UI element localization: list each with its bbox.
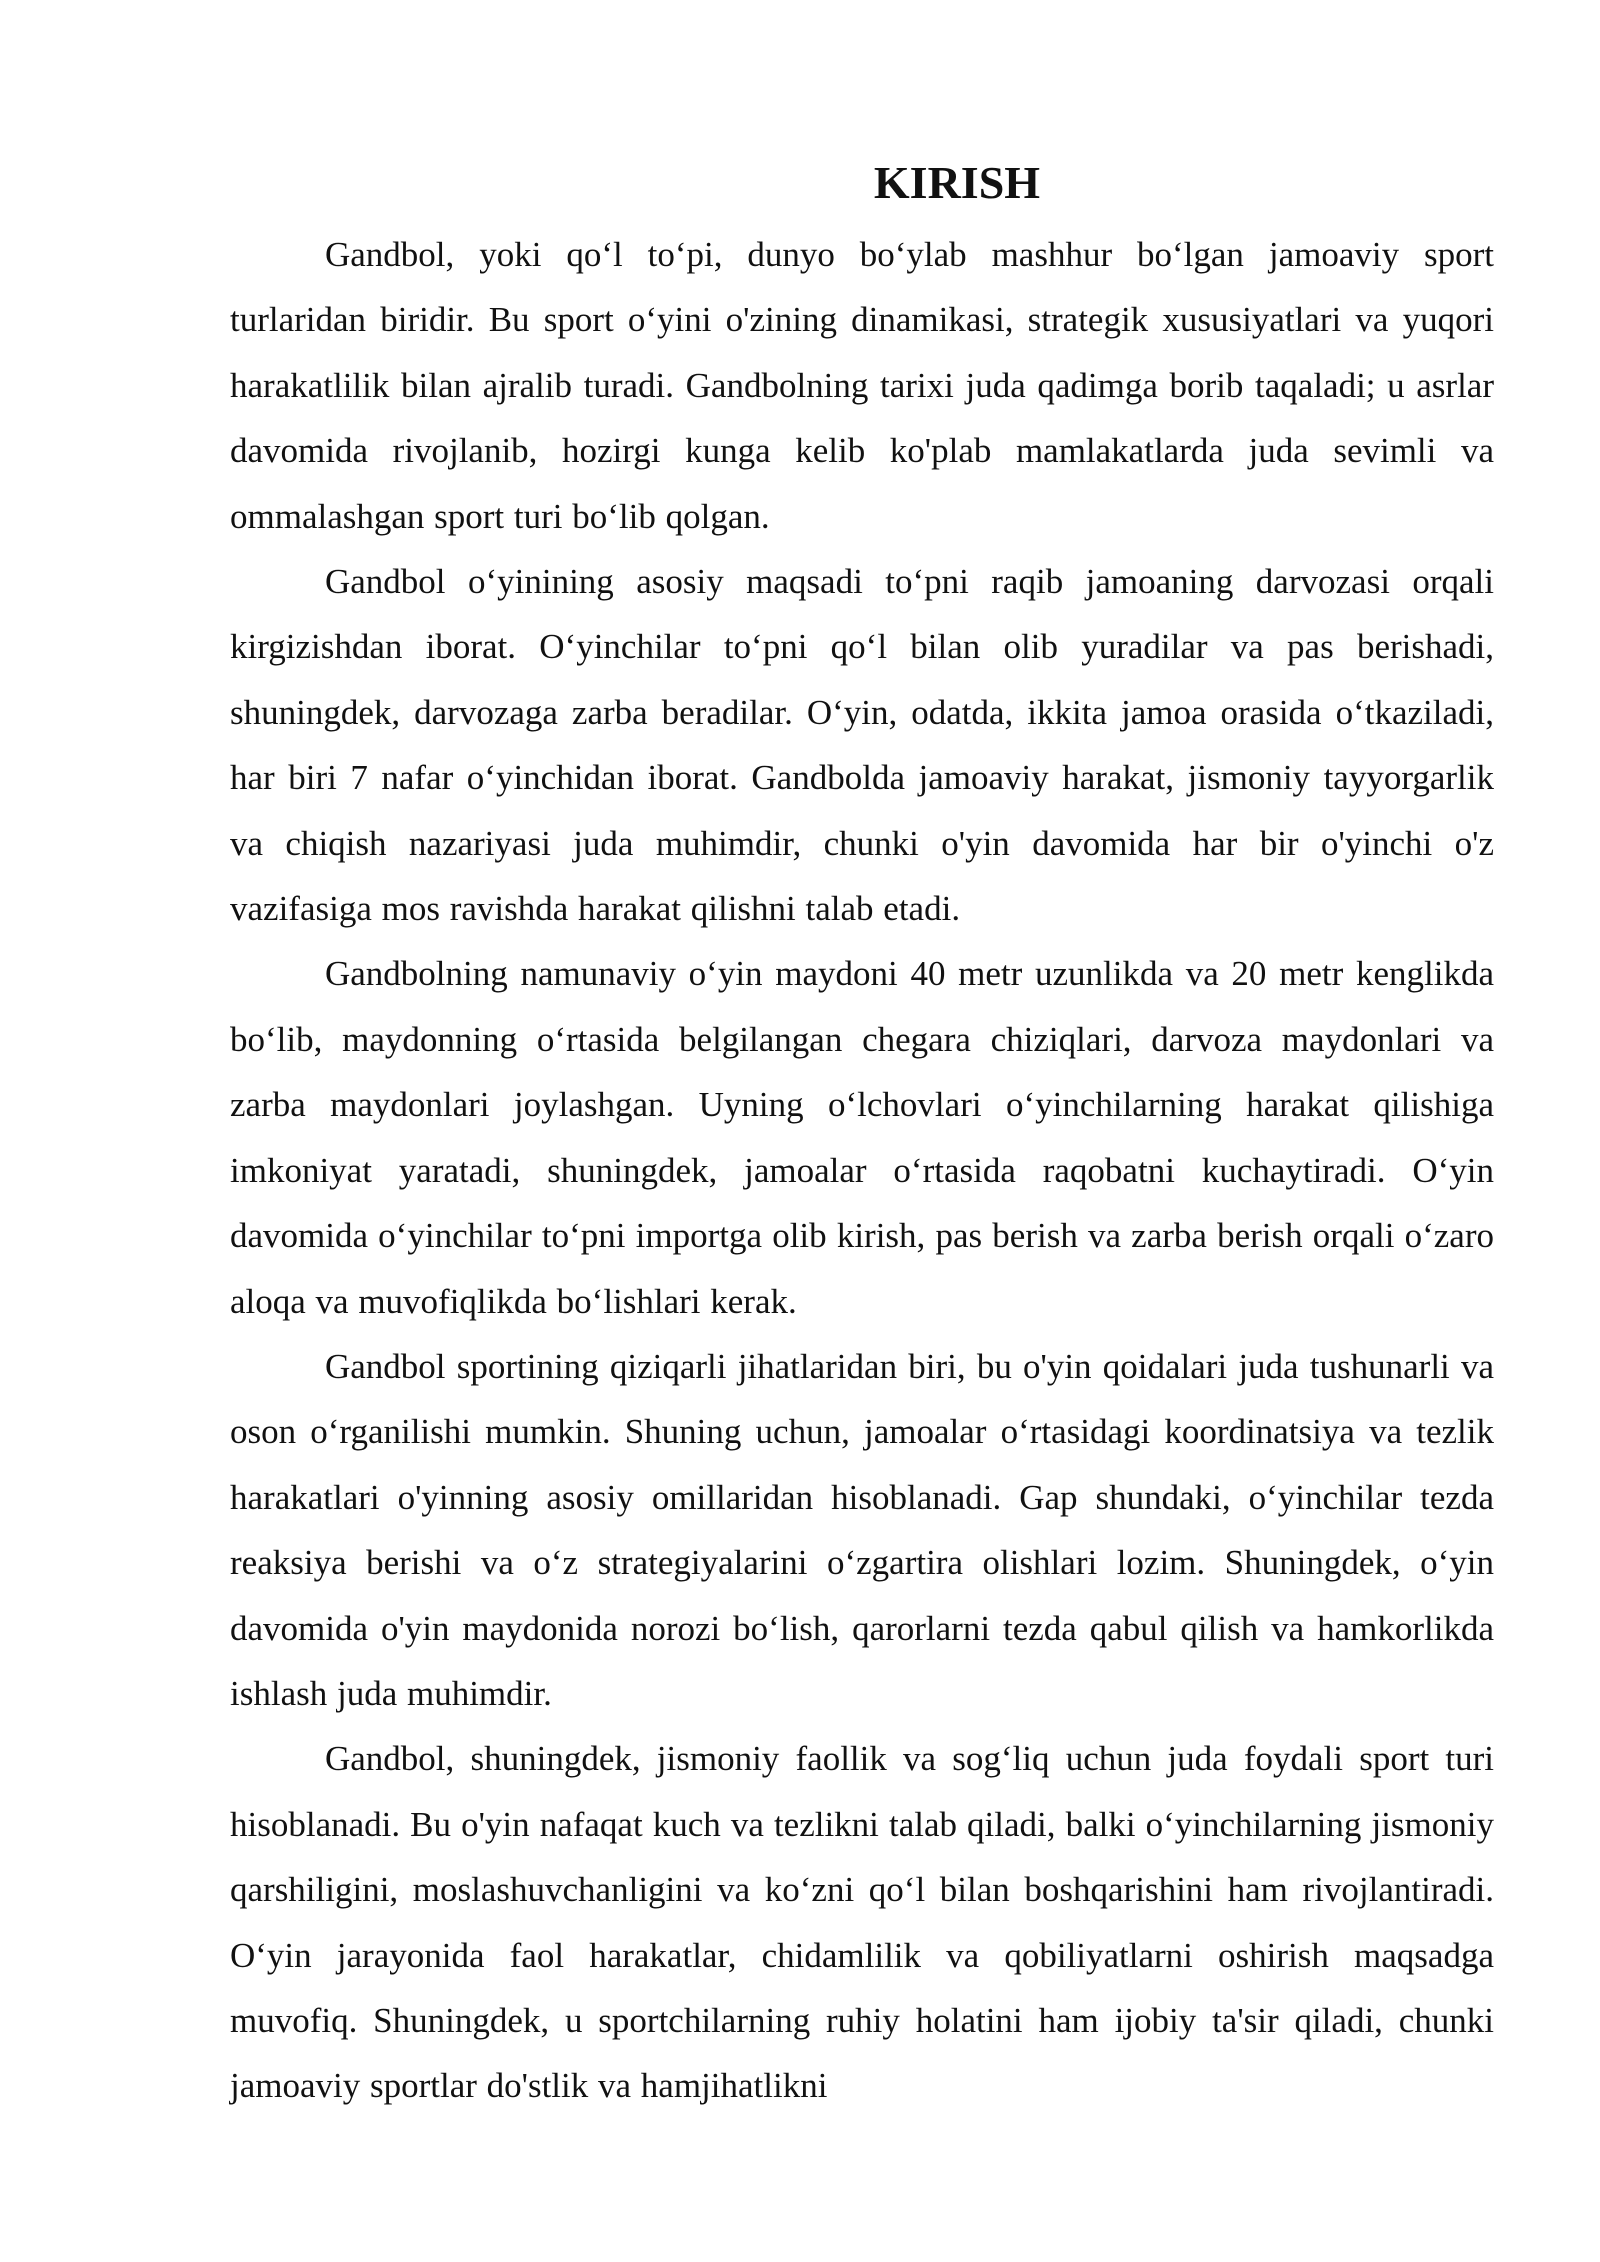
paragraph-5: Gandbol, shuningdek, jismoniy faollik va sog‘liq uchun juda foydali sport turi hisoblanadi. Bu o'yin nafaqat kuch va tezlikni talab qiladi, balki o‘yinchilarning jismoniy qarshiligini, moslashuvchanligini va ko‘zni qo‘l bilan boshqarishini ham rivojlantiradi. O‘yin jarayonida faol harakatlar, chidamlilik va qobiliyatlarni oshirish maqsadga muvofiq. Shuningdek, u sportchilarning ruhiy holatini ham ijobiy ta'sir qiladi, chunki jamoaviy sportlar do'stlik va hamjihatlikni — [230, 1739, 1494, 2106]
paragraph-4: Gandbol sportining qiziqarli jihatlaridan biri, bu o'yin qoidalari juda tushunarli va oson o‘rganilishi mumkin. Shuning uchun, jamoalar o‘rtasidagi koordinatsiya va tezlik harakatlari o'yinning asosiy omillaridan hisoblanadi. Gap shundaki, o‘yinchilar tezda reaksiya berishi va o‘z strategiyalarini o‘zgartira olishlari lozim. Shuningdek, o‘yin davomida o'yin maydonida norozi bo‘lish, qarorlarni tezda qabul qilish va hamkorlikda ishlash juda muhimdir. — [230, 1346, 1494, 1713]
paragraph-3: Gandbolning namunaviy o‘yin maydoni 40 metr uzunlikda va 20 metr kenglikda bo‘lib, maydonning o‘rtasida belgilangan chegara chiziqlari, darvoza maydonlari va zarba maydonlari joylashgan. Uyning o‘lchovlari o‘yinchilarning harakat qilishiga imkoniyat yaratadi, shuningdek, jamoalar o‘rtasida raqobatni kuchaytiradi. O‘yin davomida o‘yinchilar to‘pni importga olib kirish, pas berish va zarba berish orqali o‘zaro aloqa va muvofiqlikda bo‘lishlari kerak. — [230, 954, 1494, 1321]
paragraph-1: Gandbol, yoki qo‘l to‘pi, dunyo bo‘ylab mashhur bo‘lgan jamoaviy sport turlaridan biridir. Bu sport o‘yini o'zining dinamikasi, strategik xususiyatlari va yuqori harakatlilik bilan ajralib turadi. Gandbolning tarixi juda qadimga borib taqaladi; u asrlar davomida rivojlanib, hozirgi kunga kelib ko'plab mamlakatlarda juda sevimli va ommalashgan sport turi bo‘lib qolgan. — [230, 235, 1494, 536]
page-title: KIRISH — [873, 157, 1041, 208]
document-body — [230, 150, 1494, 2119]
paragraph-2: Gandbol o‘yinining asosiy maqsadi to‘pni raqib jamoaning darvozasi orqali kirgizishdan iborat. O‘yinchilar to‘pni qo‘l bilan olib yuradilar va pas berishadi, shuningdek, darvozaga zarba beradilar. O‘yin, odatda, ikkita jamoa orasida o‘tkaziladi, har biri 7 nafar o‘yinchidan iborat. Gandbolda jamoaviy harakat, jismoniy tayyorgarlik va chiqish nazariyasi juda muhimdir, chunki o'yin davomida har bir o'yinchi o'z vazifasiga mos ravishda harakat qilishni talab etadi. — [230, 562, 1494, 929]
